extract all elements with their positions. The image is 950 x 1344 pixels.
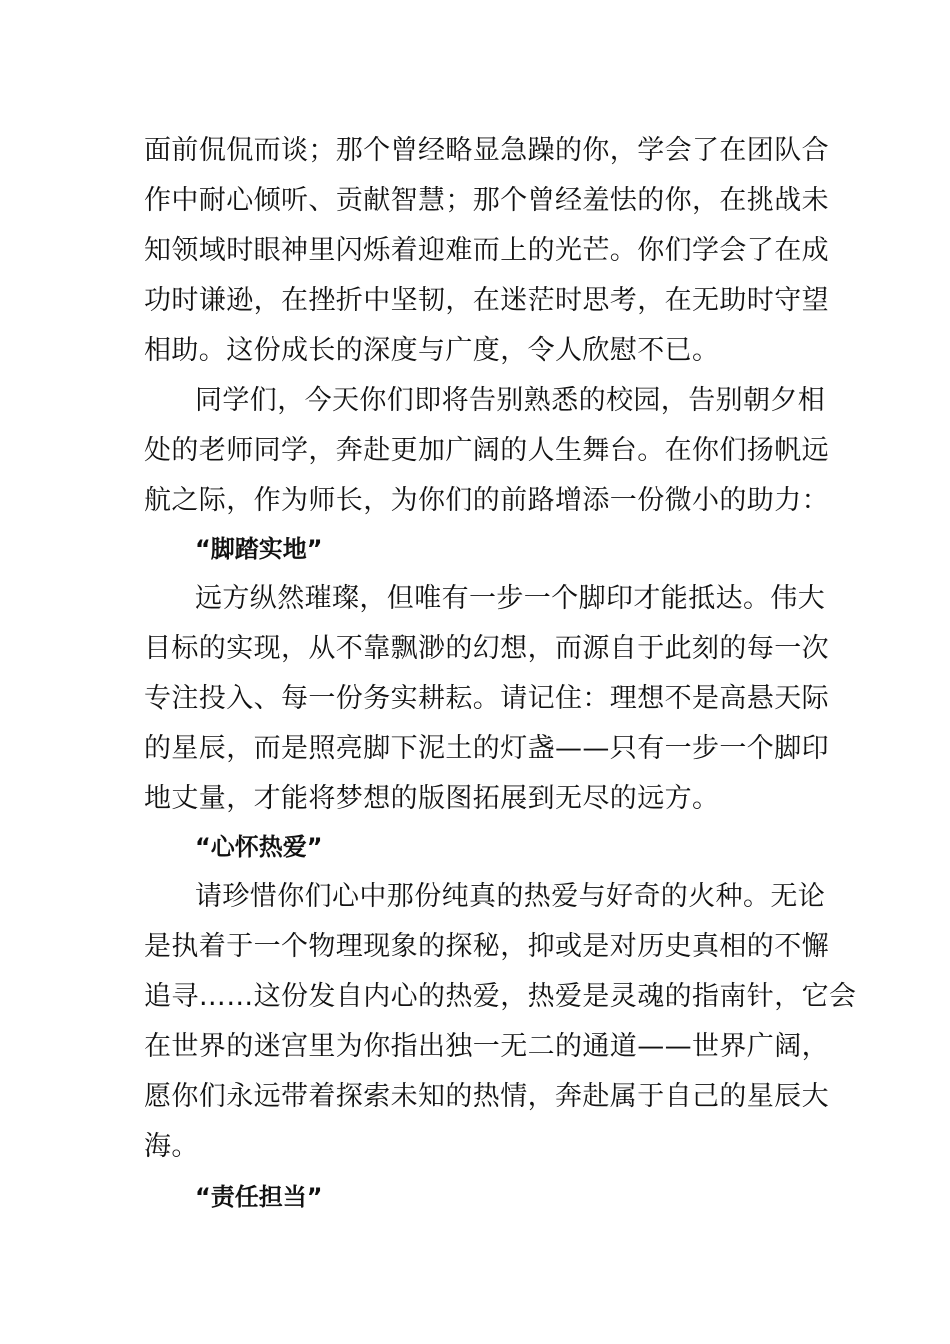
section-heading: “责任担当” xyxy=(195,1183,323,1211)
paragraph-line: 同学们，今天你们即将告别熟悉的校园，告别朝夕相 xyxy=(195,385,826,416)
paragraph-line: 在世界的迷宫里为你指出独一无二的通道——世界广阔， xyxy=(144,1031,829,1062)
paragraph-line: 作中耐心倾听、贡献智慧；那个曾经羞怯的你，在挑战未 xyxy=(144,185,829,216)
paragraph-line: 功时谦逊，在挫折中坚韧，在迷茫时思考，在无助时守望 xyxy=(144,285,829,316)
paragraph-line: 航之际，作为师长，为你们的前路增添一份微小的助力： xyxy=(144,485,829,516)
paragraph-line: 海。 xyxy=(144,1131,199,1162)
paragraph-line: 专注投入、每一份务实耕耘。请记住：理想不是高悬天际 xyxy=(144,683,829,714)
paragraph-line: 愿你们永远带着探索未知的热情，奔赴属于自己的星辰大 xyxy=(144,1081,829,1112)
section-heading: “心怀热爱” xyxy=(195,833,323,861)
paragraph-line: 相助。这份成长的深度与广度，令人欣慰不已。 xyxy=(144,335,720,366)
paragraph-line: 的星辰，而是照亮脚下泥土的灯盏——只有一步一个脚印 xyxy=(144,733,829,764)
paragraph-line: 请珍惜你们心中那份纯真的热爱与好奇的火种。无论 xyxy=(195,881,826,912)
paragraph-line: 目标的实现，从不靠飘渺的幻想，而源自于此刻的每一次 xyxy=(144,633,829,664)
paragraph-line: 处的老师同学，奔赴更加广阔的人生舞台。在你们扬帆远 xyxy=(144,435,829,466)
section-heading: “脚踏实地” xyxy=(195,535,323,563)
paragraph-line: 是执着于一个物理现象的探秘，抑或是对历史真相的不懈 xyxy=(144,931,829,962)
paragraph-line: 追寻……这份发自内心的热爱，热爱是灵魂的指南针，它会 xyxy=(144,981,857,1012)
paragraph-line: 地丈量，才能将梦想的版图拓展到无尽的远方。 xyxy=(144,783,720,814)
paragraph-line: 面前侃侃而谈；那个曾经略显急躁的你，学会了在团队合 xyxy=(144,135,829,166)
paragraph-line: 知领域时眼神里闪烁着迎难而上的光芒。你们学会了在成 xyxy=(144,235,829,266)
paragraph-line: 远方纵然璀璨，但唯有一步一个脚印才能抵达。伟大 xyxy=(195,583,826,614)
